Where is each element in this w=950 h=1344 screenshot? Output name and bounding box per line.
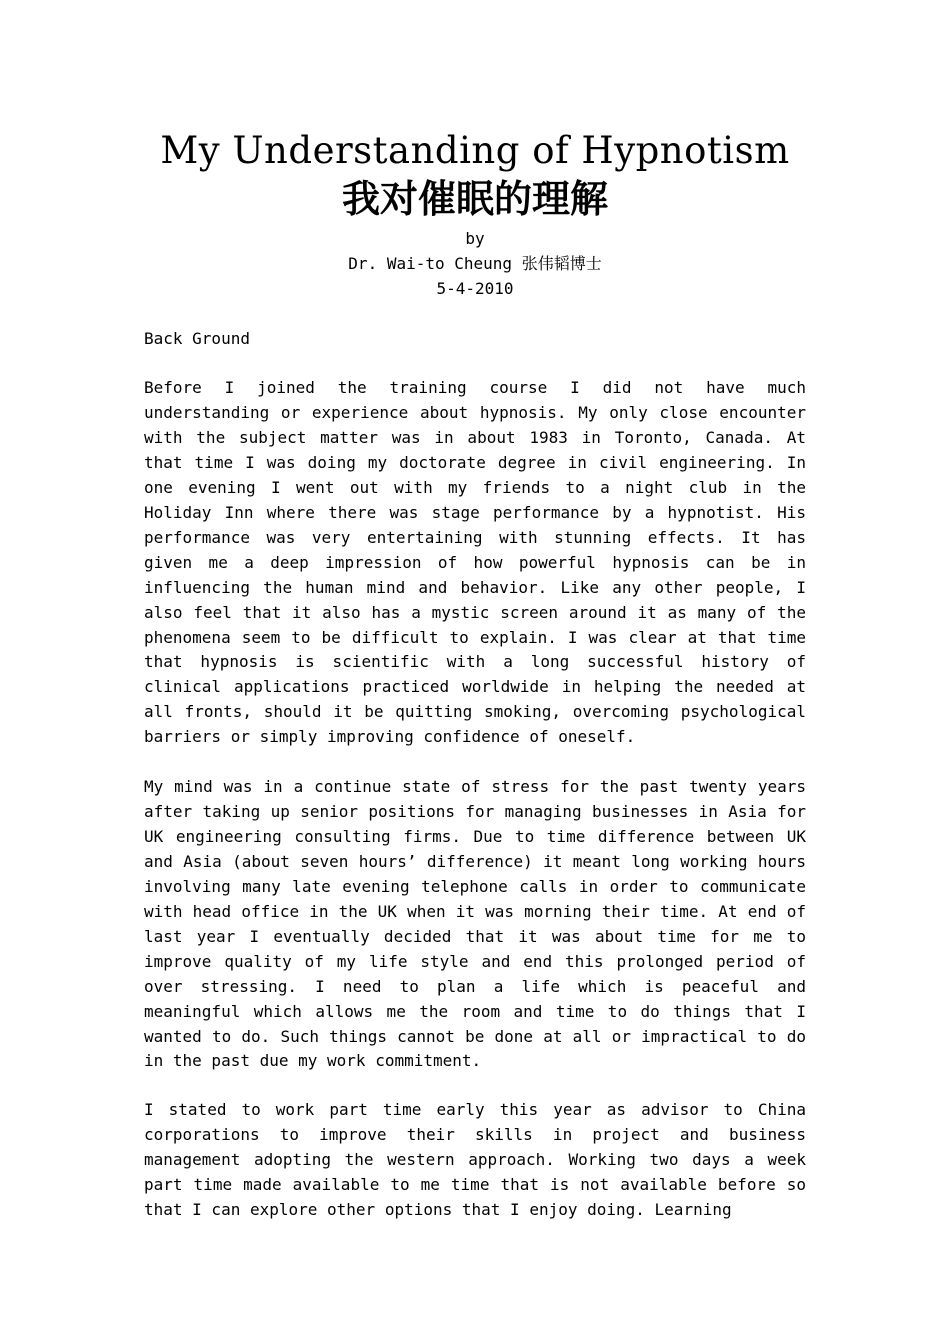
paragraph: My mind was in a continue state of stress for the past twenty years after taking up senior positions for managing businesses in Asia for UK engineering consulting firms. Due to time difference between UK and Asia (about seven hours’ difference) it meant long working hours involving many late evening telephone calls in order to communicate with head office in the UK when it was morning their time. At end of last year I eventually decided that it was about time for me to improve quality of my life style and end this prolonged period of over stressing. I need to plan a life which is peaceful and meaningful which allows me the room and time to do things that I wanted to do. Such things cannot be done at all or impractical to do in the past due my work commitment. xyxy=(144,777,806,1071)
title-chinese: 我对催眠的理解 xyxy=(341,177,608,221)
author-name: Dr. Wai-to Cheung 张伟韬博士 xyxy=(348,254,602,273)
section-heading: Back Ground xyxy=(144,329,250,348)
title-english: My Understanding of Hypnotism xyxy=(160,129,790,172)
document-date: 5-4-2010 xyxy=(436,279,514,298)
paragraph: Before I joined the training course I did not have much understanding or experience about hypnosis. My only close encounter with the subject matter was in about 1983 in Toronto, Canada. At that time I was doing my doctorate degree in civil engineering. In one evening I went out with my friends to a night club in the Holiday Inn where there was stage performance by a hypnotist. His performance was very entertaining with stunning effects. It has given me a deep impression of how powerful hypnosis can be in influencing the human mind and behavior. Like any other people, I also feel that it also has a mystic screen around it as many of the phenomena seem to be difficult to explain. I was clear at that time that hypnosis is scientific with a long successful history of clinical applications practiced worldwide in helping the needed at all fronts, should it be quitting smoking, overcoming psychological barriers or simply improving confidence of oneself. xyxy=(144,378,806,747)
paragraph: I stated to work part time early this year as advisor to China corporations to improve their skills in project and business management adopting the western approach. Working two days a week part time made available to me time that is not available before so that I can explore other options that I enjoy doing. Learning xyxy=(144,1100,806,1219)
byline: by xyxy=(465,229,485,248)
